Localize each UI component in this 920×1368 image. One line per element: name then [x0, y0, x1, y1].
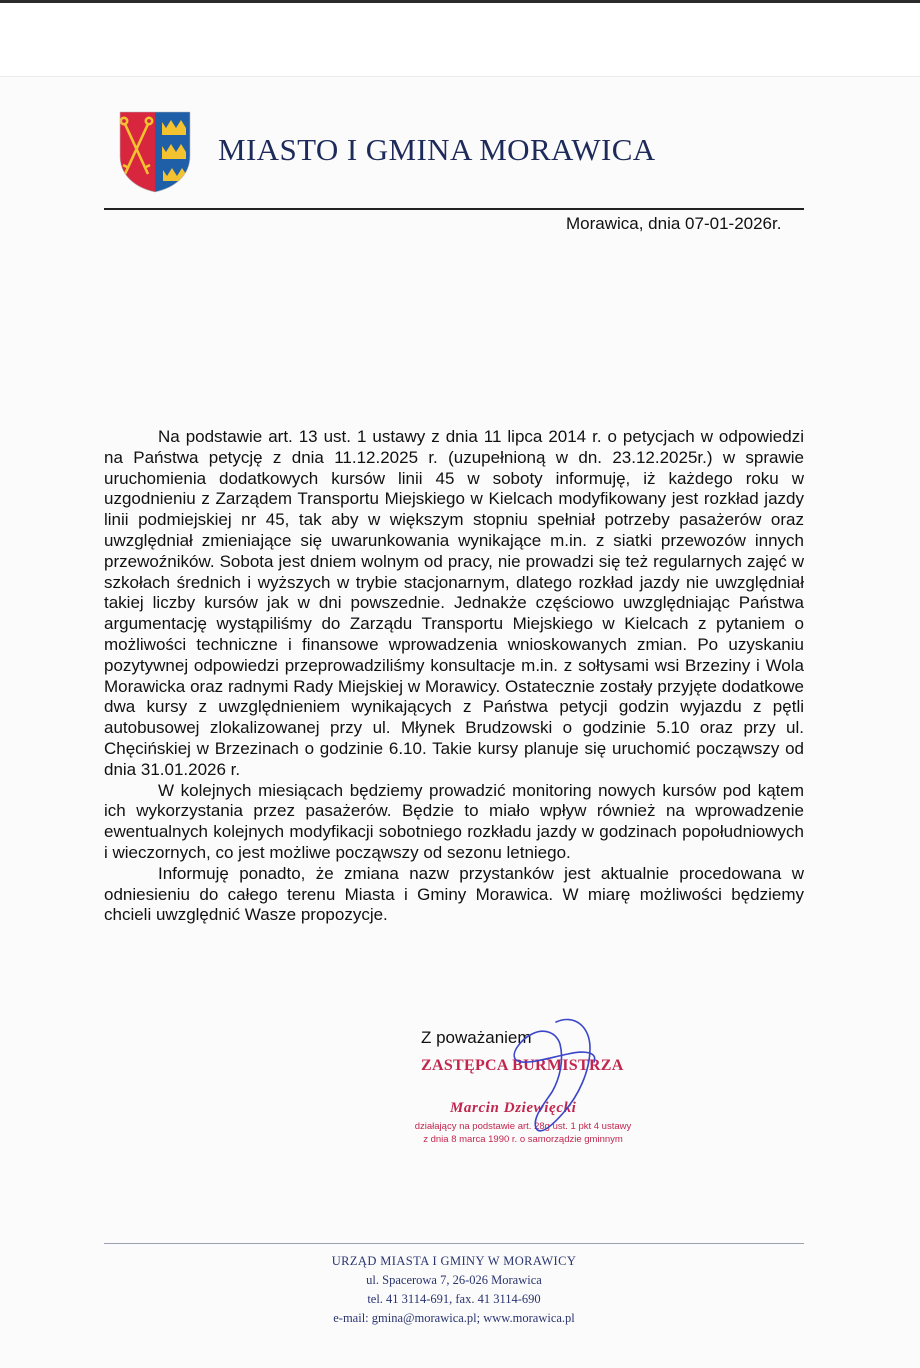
stamp-note-line1: działający na podstawie art. 28g ust. 1 pkt 4 ustawy: [414, 1121, 632, 1132]
paragraph-petition-response: Na podstawie art. 13 ust. 1 ustawy z dnia 11 lipca 2014 r. o petycjach w odpowiedzi na Państwa petycję z dnia 11.12.2025 r. (uzupełnioną w dn. 23.12.2025r.) w sprawie uruchomienia dodatkowych kursów linii 45 w soboty informuję, iż każdego roku w uzgodnieniu z Zarządem Transportu Miejskiego w Kielcach modyfikowany jest rozkład jazdy linii podmiejskiej nr 45, tak aby w większym stopniu spełniał potrzeby pasażerów oraz uwzględniał zmieniające się uwarunkowania wynikające m.in. z siatki przewozów innych przewoźników. Sobota jest dniem wolnym od pracy, nie prowadzi się też regularnych zajęć w szkołach średnich i wyższych w trybie stacjonarnym, dlatego rozkład jazdy nie uwzględniał takiej liczby kursów jak w dni powszednie. Jednakże częściowo uwzględniając Państwa argumentację wystąpiliśmy do Zarządu Transportu Miejskiego w Kielcach z pytaniem o możliwości techniczne i finansowe wprowadzenia wnioskowanych zmian. Po uzyskaniu pozytywnej odpowiedzi przeprowadziliśmy konsultacje m.in. z sołtysami wsi Brzeziny i Wola Morawicka oraz radnymi Rady Miejskiej w Morawicy. Ostatecznie zostały przyjęte dodatkowe dwa kursy z uwzględnieniem wynikających z Państwa petycji godzin wyjazdu z pętli autobusowej zlokalizowanej przy ul. Młynek Brudzowski o godzinie 5.10 oraz przy ul. Chęcińskiej w Brzezinach o godzinie 6.10. Takie kursy planuje się uruchomić począwszy od dnia 31.01.2026 r.: [104, 427, 804, 779]
stamp-title: ZASTĘPCA BURMISTRZA: [421, 1057, 624, 1074]
header-divider: [104, 208, 804, 210]
footer-divider: [104, 1243, 804, 1244]
footer-office: URZĄD MIASTA I GMINY W MORAWICY: [331, 1254, 577, 1268]
closing-phrase: Z poważaniem: [421, 1028, 532, 1047]
letter-footer: [104, 1252, 804, 1328]
stamp-name: Marcin Dziewięcki: [450, 1100, 577, 1116]
paragraph-monitoring: W kolejnych miesiącach będziemy prowadzić monitoring nowych kursów pod kątem ich wykorzystania przez pasażerów. Będzie to miało wpływ również na wprowadzenie ewentualnych kolejnych modyfikacji sobotniego rozkładu jazdy w godzinach popołudniowych i wieczornych, co jest możliwe począwszy od sezonu letniego.: [104, 780, 804, 862]
letter-date: Morawica, dnia 07-01-2026r.: [566, 214, 782, 233]
stamp-note-line2: z dnia 8 marca 1990 r. o samorządzie gminnym: [423, 1134, 623, 1145]
organization-name: MIASTO I GMINA MORAWICA: [218, 132, 656, 167]
coat-of-arms-icon: [116, 110, 194, 194]
paragraph-stop-names: Informuję ponadto, że zmiana nazw przystanków jest aktualnie procedowana w odniesieniu do całego terenu Miasta i Gminy Morawica. W miarę możliwości będziemy chcieli uwzględnić Wasze propozycje.: [104, 863, 804, 925]
footer-address: ul. Spacerowa 7, 26-026 Morawica: [366, 1273, 542, 1287]
footer-phone: tel. 41 3114-691, fax. 41 3114-690: [367, 1292, 541, 1306]
footer-contact: e-mail: gmina@morawica.pl; www.morawica.pl: [333, 1311, 575, 1325]
letter-body: [104, 427, 804, 926]
window-top-edge: [0, 0, 920, 3]
